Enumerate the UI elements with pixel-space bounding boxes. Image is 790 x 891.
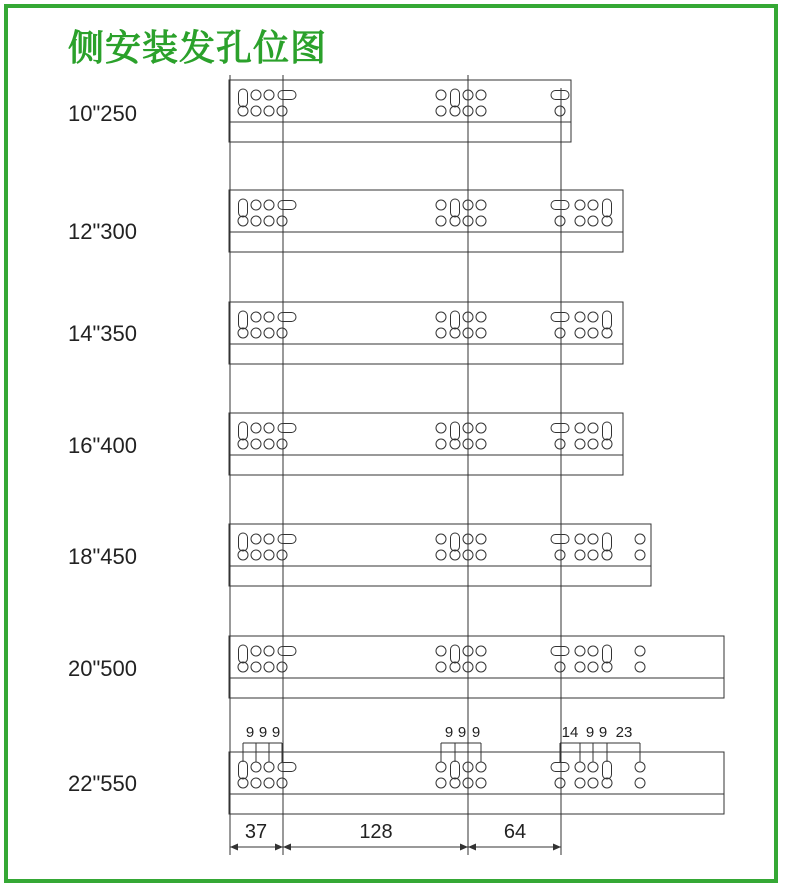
- hole: [476, 550, 486, 560]
- hole: [575, 534, 585, 544]
- hole: [476, 534, 486, 544]
- hole: [588, 778, 598, 788]
- left-vertical-slot: [239, 199, 248, 217]
- spacing-label-g3-4: 23: [615, 724, 633, 741]
- middle-vertical-slot: [451, 533, 460, 551]
- hole: [476, 423, 486, 433]
- hole: [555, 550, 565, 560]
- dimension-37: 37: [244, 821, 268, 843]
- middle-vertical-slot: [451, 311, 460, 329]
- spacing-label-g2-3: 9: [471, 724, 481, 741]
- middle-vertical-slot: [451, 89, 460, 107]
- rail-outline: [229, 190, 623, 252]
- row-label-22-550: 22"550: [68, 771, 137, 796]
- hole: [251, 216, 261, 226]
- rail-row-4: [229, 413, 623, 475]
- hole: [264, 423, 274, 433]
- spacing-label-g1-3: 9: [271, 724, 281, 741]
- hole: [251, 762, 261, 772]
- hole: [436, 312, 446, 322]
- middle-vertical-slot: [451, 199, 460, 217]
- hole: [251, 90, 261, 100]
- hole: [635, 762, 645, 772]
- dimension-arrowhead: [283, 844, 291, 851]
- left-vertical-slot: [239, 533, 248, 551]
- hole: [264, 216, 274, 226]
- hole: [264, 439, 274, 449]
- hole: [588, 328, 598, 338]
- hole: [436, 216, 446, 226]
- hole: [555, 778, 565, 788]
- row-label-10-250: 10"250: [68, 101, 137, 126]
- dimension-line-group: [230, 821, 561, 851]
- right-horizontal-slot: [551, 535, 569, 544]
- left-horizontal-slot: [278, 763, 296, 772]
- hole: [588, 550, 598, 560]
- left-vertical-slot: [239, 645, 248, 663]
- hole: [635, 778, 645, 788]
- spacing-label-g1-1: 9: [245, 724, 255, 741]
- hole: [575, 550, 585, 560]
- hole: [251, 534, 261, 544]
- left-vertical-slot: [239, 761, 248, 779]
- hole: [277, 439, 287, 449]
- right-vertical-slot: [603, 761, 612, 779]
- hole: [575, 423, 585, 433]
- hole: [635, 534, 645, 544]
- left-horizontal-slot: [278, 424, 296, 433]
- left-vertical-slot: [239, 89, 248, 107]
- hole: [476, 778, 486, 788]
- hole: [277, 216, 287, 226]
- hole: [588, 423, 598, 433]
- right-vertical-slot: [603, 199, 612, 217]
- row-label-18-450: 18"450: [68, 544, 137, 569]
- hole: [436, 106, 446, 116]
- hole: [264, 646, 274, 656]
- spacing-label-g3-1: 14: [561, 724, 579, 741]
- hole: [251, 662, 261, 672]
- hole: [575, 216, 585, 226]
- hole: [575, 312, 585, 322]
- hole: [436, 90, 446, 100]
- hole: [251, 328, 261, 338]
- hole: [436, 200, 446, 210]
- dimension-64: 64: [503, 821, 527, 843]
- row-label-20-500: 20"500: [68, 656, 137, 681]
- hole: [251, 778, 261, 788]
- hole: [436, 778, 446, 788]
- hole: [635, 550, 645, 560]
- hole: [251, 646, 261, 656]
- hole: [277, 550, 287, 560]
- hole: [476, 662, 486, 672]
- hole: [264, 778, 274, 788]
- page-title: 侧安装发孔位图: [68, 28, 328, 69]
- hole: [436, 328, 446, 338]
- hole: [575, 662, 585, 672]
- hole: [436, 423, 446, 433]
- hole: [264, 106, 274, 116]
- hole: [575, 646, 585, 656]
- hole: [555, 662, 565, 672]
- middle-vertical-slot: [451, 761, 460, 779]
- hole: [588, 216, 598, 226]
- hole: [277, 778, 287, 788]
- right-vertical-slot: [603, 645, 612, 663]
- spacing-label-g3-3: 9: [598, 724, 608, 741]
- hole: [476, 200, 486, 210]
- hole: [476, 216, 486, 226]
- hole: [588, 439, 598, 449]
- left-horizontal-slot: [278, 313, 296, 322]
- rail-outline: [229, 302, 623, 364]
- dimension-arrowhead: [553, 844, 561, 851]
- rail-row-3: [229, 302, 623, 364]
- row-label-12-300: 12"300: [68, 219, 137, 244]
- hole: [588, 312, 598, 322]
- row-label-16-400: 16"400: [68, 433, 137, 458]
- hole: [264, 550, 274, 560]
- hole: [575, 762, 585, 772]
- hole: [436, 534, 446, 544]
- hole: [476, 646, 486, 656]
- right-horizontal-slot: [551, 647, 569, 656]
- spacing-label-g2-2: 9: [457, 724, 467, 741]
- hole: [251, 550, 261, 560]
- hole: [555, 106, 565, 116]
- dimension-arrowhead: [230, 844, 238, 851]
- hole: [436, 439, 446, 449]
- hole: [264, 662, 274, 672]
- rail-outline: [229, 80, 571, 142]
- left-horizontal-slot: [278, 535, 296, 544]
- dimension-arrowhead: [468, 844, 476, 851]
- hole: [476, 762, 486, 772]
- dimension-arrowhead: [460, 844, 468, 851]
- hole: [264, 534, 274, 544]
- row-label-14-350: 14"350: [68, 321, 137, 346]
- hole: [555, 439, 565, 449]
- right-horizontal-slot: [551, 91, 569, 100]
- hole: [264, 762, 274, 772]
- spacing-label-g3-2: 9: [585, 724, 595, 741]
- hole: [476, 106, 486, 116]
- rail-row-7: [229, 752, 724, 814]
- spacing-label-g2-1: 9: [444, 724, 454, 741]
- hole: [588, 534, 598, 544]
- rail-row-6: [229, 636, 724, 698]
- left-vertical-slot: [239, 311, 248, 329]
- hole: [476, 439, 486, 449]
- hole: [575, 328, 585, 338]
- hole: [277, 106, 287, 116]
- hole: [264, 90, 274, 100]
- hole: [251, 439, 261, 449]
- hole: [476, 90, 486, 100]
- spacing-label-g1-2: 9: [258, 724, 268, 741]
- left-horizontal-slot: [278, 647, 296, 656]
- right-horizontal-slot: [551, 313, 569, 322]
- hole: [588, 200, 598, 210]
- right-horizontal-slot: [551, 424, 569, 433]
- right-vertical-slot: [603, 422, 612, 440]
- middle-vertical-slot: [451, 422, 460, 440]
- rail-row-5: [229, 524, 651, 586]
- spacing-annotations: [243, 724, 640, 762]
- hole: [575, 778, 585, 788]
- hole: [436, 762, 446, 772]
- hole: [436, 646, 446, 656]
- rails-group: [229, 80, 724, 814]
- hole: [555, 216, 565, 226]
- hole: [476, 328, 486, 338]
- hole: [476, 312, 486, 322]
- hole: [251, 423, 261, 433]
- hole: [277, 662, 287, 672]
- right-vertical-slot: [603, 311, 612, 329]
- right-horizontal-slot: [551, 201, 569, 210]
- hole: [277, 328, 287, 338]
- right-horizontal-slot: [551, 763, 569, 772]
- hole: [264, 312, 274, 322]
- left-horizontal-slot: [278, 201, 296, 210]
- left-horizontal-slot: [278, 91, 296, 100]
- rail-row-2: [229, 190, 623, 252]
- hole: [588, 762, 598, 772]
- hole: [588, 646, 598, 656]
- rail-outline: [229, 413, 623, 475]
- hole: [555, 328, 565, 338]
- right-vertical-slot: [603, 533, 612, 551]
- middle-vertical-slot: [451, 645, 460, 663]
- hole: [436, 550, 446, 560]
- hole: [264, 200, 274, 210]
- hole: [251, 200, 261, 210]
- hole: [251, 312, 261, 322]
- hole: [575, 439, 585, 449]
- rail-row-1: [229, 80, 571, 142]
- hole: [588, 662, 598, 672]
- dimension-128: 128: [359, 821, 393, 843]
- hole: [251, 106, 261, 116]
- hole: [635, 662, 645, 672]
- hole: [264, 328, 274, 338]
- dimension-arrowhead: [275, 844, 283, 851]
- hole: [436, 662, 446, 672]
- left-vertical-slot: [239, 422, 248, 440]
- hole: [575, 200, 585, 210]
- hole: [635, 646, 645, 656]
